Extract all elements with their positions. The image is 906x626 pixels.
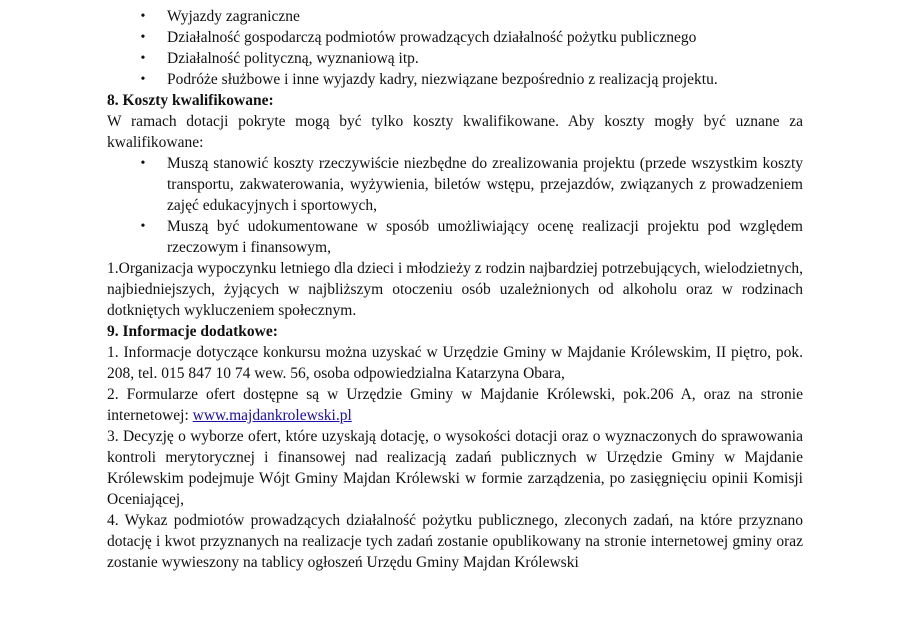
section-9-heading: 9. Informacje dodatkowe: — [107, 323, 278, 340]
section-9-item-3: 3. Decyzję o wyborze ofert, które uzyskają dotację, o wysokości dotacji oraz o wyznaczonych do sprawowania kontroli merytorycznej i finansowej nad realizacją zadań publicznych w Urzędzie Gminy w Majdanie Królewskim podejmuje Wójt Gminy Majdan Królewski w formie zarządzenia, po zasięgnięciu opinii Komisji Oceniającej, — [107, 428, 803, 508]
list-item-text: Muszą być udokumentowane w sposób umożliwiający ocenę realizacji projektu pod względem rzeczowym i finansowym, — [167, 218, 803, 256]
website-link[interactable]: www.majdankrolewski.pl — [192, 407, 352, 424]
bullet-icon: • — [140, 219, 146, 234]
bullet-icon: • — [140, 51, 146, 66]
list-item-text: Muszą stanowić koszty rzeczywiście niezbędne do zrealizowania projektu (przede wszystkim koszty transportu, zakwaterowania, wyżywienia, biletów wstępu, przejazdów, związanych z prowadzeniem zajęć edukacyjnych i sportowych, — [167, 155, 803, 214]
document-page — [107, 6, 803, 573]
excluded-costs-list — [107, 6, 803, 90]
bullet-icon: • — [140, 9, 146, 24]
section-8-note: 1.Organizacja wypoczynku letniego dla dzieci i młodzieży z rodzin najbardziej potrzebujących, wielodzietnych, najbiedniejszych, żyjących w najbliższym otoczeniu osób uzależnionych od alkoholu oraz w rodzinach dotkniętych wykluczeniem społecznym. — [107, 260, 803, 319]
list-item — [107, 216, 803, 258]
section-9-item-1: 1. Informacje dotyczące konkursu można uzyskać w Urzędzie Gminy w Majdanie Królewskim, II piętro, pok. 208, tel. 015 847 10 74 wew. 56, osoba odpowiedzialna Katarzyna Obara, — [107, 344, 803, 382]
list-item — [107, 6, 803, 27]
list-item-text: Podróże służbowe i inne wyjazdy kadry, niezwiązane bezpośrednio z realizacją projektu. — [167, 71, 718, 88]
list-item — [107, 27, 803, 48]
section-9-item-2-text: 2. Formularze ofert dostępne są w Urzędzie Gminy w Majdanie Królewski, pok.206 A, oraz na stronie internetowej: — [107, 386, 803, 424]
list-item-text: Wyjazdy zagraniczne — [167, 8, 300, 25]
bullet-icon: • — [140, 72, 146, 87]
bullet-icon: • — [140, 156, 146, 171]
list-item-text: Działalność gospodarczą podmiotów prowadzących działalność pożytku publicznego — [167, 29, 697, 46]
section-9-item-2 — [107, 384, 803, 426]
section-8-intro: W ramach dotacji pokryte mogą być tylko koszty kwalifikowane. Aby koszty mogły być uznane za kwalifikowane: — [107, 113, 803, 151]
qualified-costs-list — [107, 153, 803, 258]
section-9-item-4: 4. Wykaz podmiotów prowadzących działalność pożytku publicznego, zleconych zadań, na które przyznano dotację i kwot przyznanych na realizacje tych zadań zostanie opublikowany na stronie internetowej gminy oraz zostanie wywieszony na tablicy ogłoszeń Urzędu Gminy Majdan Królewski — [107, 512, 803, 571]
list-item — [107, 69, 803, 90]
list-item — [107, 48, 803, 69]
bullet-icon: • — [140, 30, 146, 45]
list-item — [107, 153, 803, 216]
section-8-heading: 8. Koszty kwalifikowane: — [107, 92, 274, 109]
list-item-text: Działalność polityczną, wyznaniową itp. — [167, 50, 419, 67]
